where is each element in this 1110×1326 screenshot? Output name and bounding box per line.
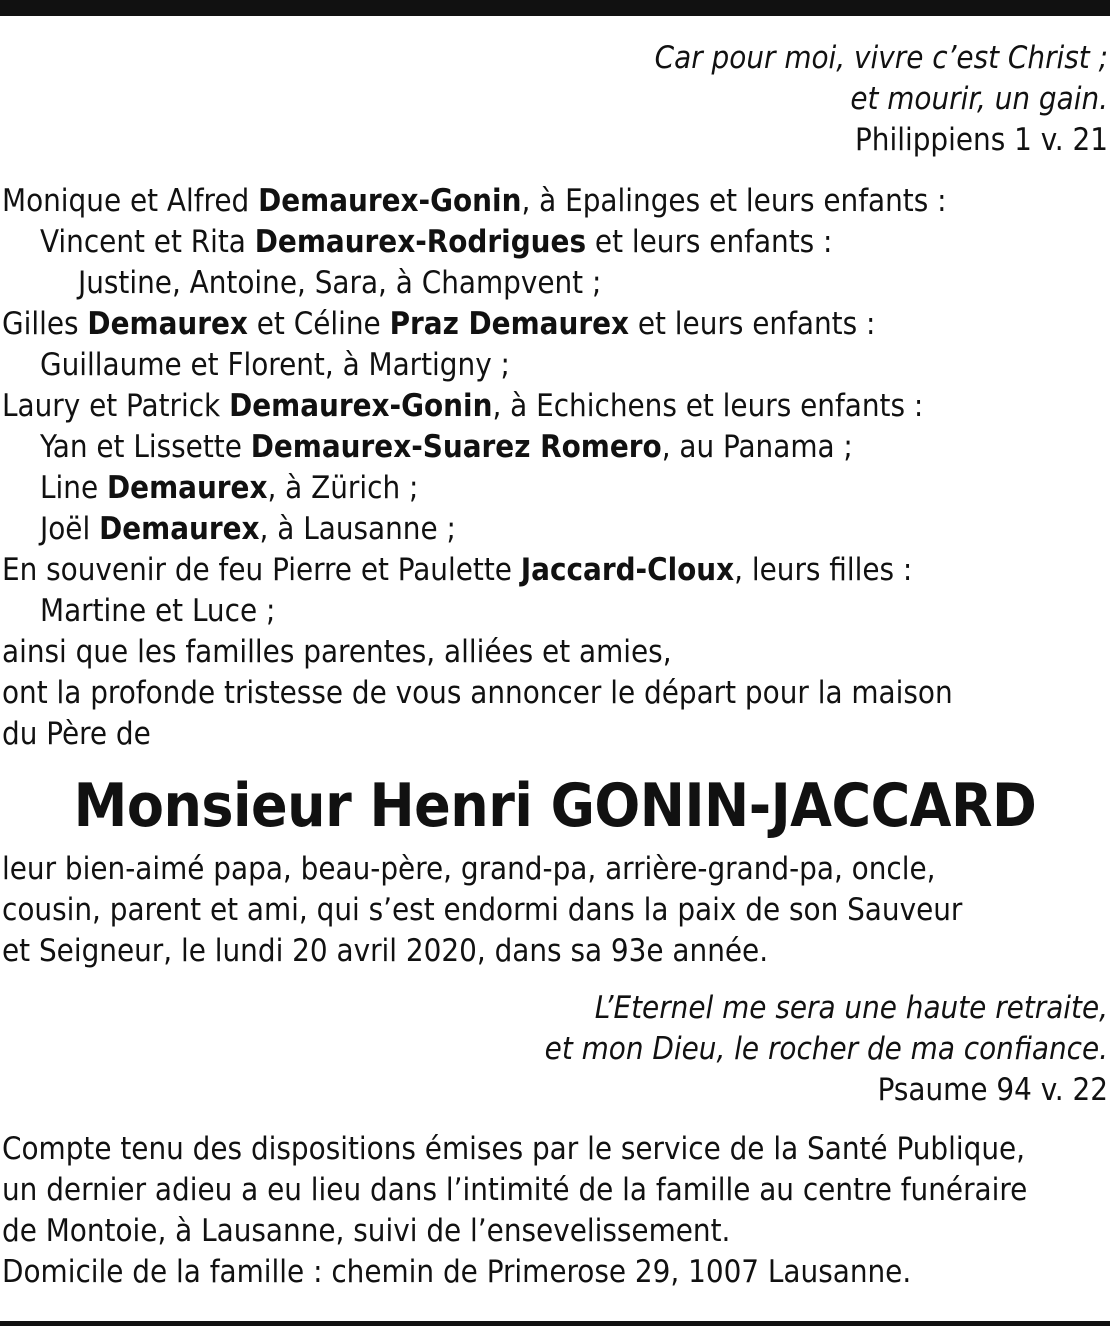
family-text: En souvenir de feu Pierre et Paulette: [2, 552, 521, 588]
quote-reference: Psaume 94 v. 22: [877, 1072, 1108, 1108]
family-line: [2, 345, 1108, 386]
notice-line: un dernier adieu a eu lieu dans l’intimité de la famille au centre funéraire: [2, 1172, 1028, 1208]
family-text: , à Epalinges et leurs enfants :: [521, 183, 947, 219]
family-surname: Demaurex: [99, 511, 260, 547]
family-line: [2, 591, 1108, 632]
family-line: [2, 468, 1108, 509]
family-line: [2, 263, 1108, 304]
quote-line: L’Eternel me sera une haute retraite,: [594, 990, 1108, 1026]
family-text: Yan et Lissette: [40, 429, 251, 465]
family-text: Joël: [40, 511, 100, 547]
bible-quote-philippians: [2, 38, 1108, 161]
family-surname: Demaurex: [106, 470, 268, 506]
family-text: , leurs filles :: [734, 552, 913, 588]
bible-quote-psalm: [2, 988, 1108, 1111]
family-text: et Céline: [247, 306, 390, 342]
bottom-rule: [0, 1321, 1110, 1326]
family-line: [2, 304, 1108, 345]
family-surname: Jaccard-Cloux: [520, 552, 735, 588]
family-list: [2, 181, 1108, 755]
obituary-notice: [2, 38, 1108, 1293]
family-text: Vincent et Rita: [40, 224, 255, 260]
tribute-text: [2, 849, 1108, 972]
quote-line: et mourir, un gain.: [850, 81, 1108, 117]
family-text: Guillaume et Florent, à Martigny ;: [40, 347, 510, 383]
quote-reference: Philippiens 1 v. 21: [854, 122, 1108, 158]
family-text: , au Panama ;: [661, 429, 853, 465]
family-surname: Demaurex-Gonin: [229, 388, 493, 424]
quote-line: Car pour moi, vivre c’est Christ ;: [654, 40, 1108, 76]
tribute-line: cousin, parent et ami, qui s’est endormi dans la paix de son Sauveur: [2, 892, 963, 928]
family-surname: Demaurex-Suarez Romero: [250, 429, 662, 465]
family-text: du Père de: [2, 716, 151, 752]
family-text: Monique et Alfred: [2, 183, 259, 219]
family-line: [2, 714, 1108, 755]
notice-line: Compte tenu des dispositions émises par le service de la Santé Publique,: [2, 1131, 1026, 1167]
family-line: [2, 632, 1108, 673]
family-text: , à Zürich ;: [267, 470, 419, 506]
family-line: [2, 181, 1108, 222]
family-text: Laury et Patrick: [2, 388, 230, 424]
family-text: , à Lausanne ;: [259, 511, 456, 547]
family-line: [2, 427, 1108, 468]
family-line: [2, 673, 1108, 714]
family-text: Justine, Antoine, Sara, à Champvent ;: [78, 265, 602, 301]
family-line: [2, 222, 1108, 263]
family-text: ainsi que les familles parentes, alliées et amies,: [2, 634, 672, 670]
top-rule: [0, 0, 1110, 16]
family-text: et leurs enfants :: [628, 306, 876, 342]
family-text: et leurs enfants :: [586, 224, 833, 260]
tribute-line: et Seigneur, le lundi 20 avril 2020, dans sa 93e année.: [2, 933, 769, 969]
family-text: Line: [40, 470, 107, 506]
notice-line: de Montoie, à Lausanne, suivi de l’ensevelissement.: [2, 1213, 731, 1249]
family-surname: Demaurex-Gonin: [258, 183, 522, 219]
family-line: [2, 550, 1108, 591]
family-line: [2, 509, 1108, 550]
funeral-notice: [2, 1129, 1108, 1293]
family-text: , à Echichens et leurs enfants :: [492, 388, 924, 424]
family-surname: Demaurex-Rodrigues: [254, 224, 587, 260]
tribute-line: leur bien-aimé papa, beau-père, grand-pa, arrière-grand-pa, oncle,: [2, 851, 936, 887]
family-text: Martine et Luce ;: [40, 593, 276, 629]
family-text: ont la profonde tristesse de vous annoncer le départ pour la maison: [2, 675, 953, 711]
family-surname: Praz Demaurex: [389, 306, 629, 342]
family-surname: Demaurex: [87, 306, 248, 342]
notice-line: Domicile de la famille : chemin de Primerose 29, 1007 Lausanne.: [2, 1254, 912, 1290]
family-line: [2, 386, 1108, 427]
quote-line: et mon Dieu, le rocher de ma confiance.: [544, 1031, 1108, 1067]
family-text: Gilles: [2, 306, 88, 342]
deceased-name: Monsieur Henri GONIN-JACCARD: [73, 771, 1037, 841]
